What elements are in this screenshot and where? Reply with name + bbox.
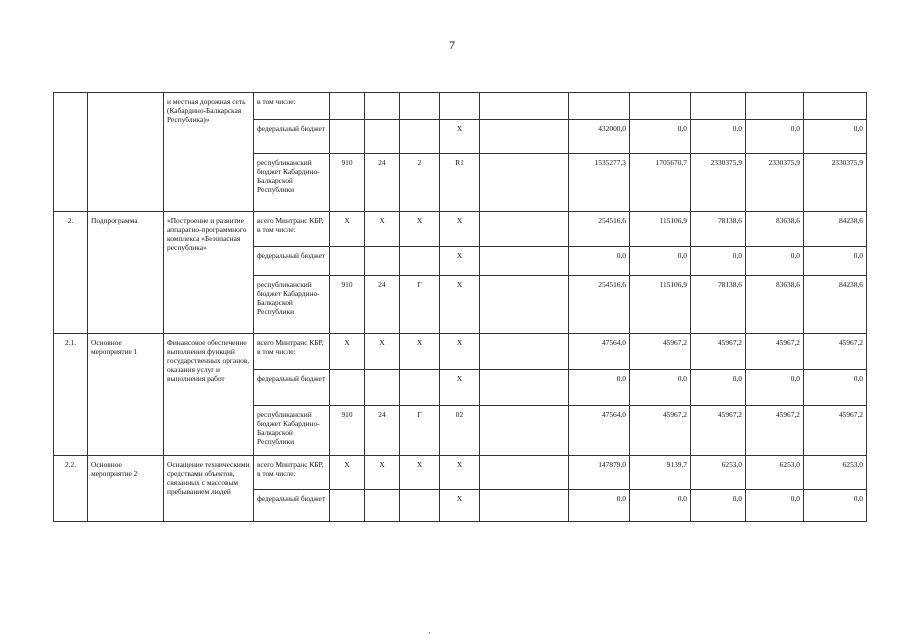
funding-source-cell: всего Минтранс КБР, в том числе:: [254, 334, 330, 370]
grbs-code-cell: [330, 247, 365, 276]
value-cell-4: 0,0: [746, 490, 804, 522]
funding-source-cell: республиканский бюджет Кабардино-Балкарской Республики: [254, 276, 330, 334]
funding-source-cell: республиканский бюджет Кабардино-Балкарской Республики: [254, 154, 330, 212]
subprogram-code-cell: [400, 247, 440, 276]
expense-type-cell: [480, 370, 569, 406]
value-cell-3: 0,0: [691, 490, 746, 522]
level-cell: Основное мероприятие 1: [88, 334, 164, 456]
value-cell-1: 254516,6: [569, 212, 630, 247]
section-code-cell: 24: [365, 154, 400, 212]
target-code-cell: [440, 93, 480, 120]
value-cell-4: 2330375,9: [746, 154, 804, 212]
value-cell-4: 6253,0: [746, 456, 804, 490]
expense-type-cell: [480, 490, 569, 522]
funding-source-cell: федеральный бюджет: [254, 120, 330, 154]
subprogram-code-cell: [400, 120, 440, 154]
target-code-cell: Х: [440, 247, 480, 276]
grbs-code-cell: [330, 120, 365, 154]
page-number: 7: [449, 38, 455, 52]
value-cell-1: 47564,0: [569, 334, 630, 370]
table-row: [54, 212, 867, 247]
funding-source-cell: федеральный бюджет: [254, 247, 330, 276]
value-cell-3: 78138,6: [691, 276, 746, 334]
value-cell-3: 45967,2: [691, 406, 746, 456]
program-name-cell: «Построение и развитие аппаратно-программного комплекса «Безопасная республика»: [164, 212, 254, 334]
value-cell-3: 2330375,9: [691, 154, 746, 212]
expense-type-cell: [480, 247, 569, 276]
value-cell-1: 254516,6: [569, 276, 630, 334]
level-cell: [88, 93, 164, 212]
program-name-cell: Оснащение техническими средствами объектов, связанных с массовым пребыванием людей: [164, 456, 254, 522]
program-name-cell: Финансовое обеспечение выполнения функций государственных органов, оказания услуг и выполнения работ: [164, 334, 254, 456]
subprogram-code-cell: Х: [400, 334, 440, 370]
section-code-cell: [365, 247, 400, 276]
table-row: [54, 93, 867, 120]
value-cell-2: 0,0: [630, 247, 691, 276]
value-cell-2: [630, 93, 691, 120]
grbs-code-cell: 910: [330, 406, 365, 456]
subprogram-code-cell: Г: [400, 406, 440, 456]
expense-type-cell: [480, 154, 569, 212]
funding-source-cell: республиканский бюджет Кабардино-Балкарской Республики: [254, 406, 330, 456]
subprogram-code-cell: [400, 490, 440, 522]
subprogram-code-cell: [400, 93, 440, 120]
expense-type-cell: [480, 276, 569, 334]
section-code-cell: [365, 370, 400, 406]
value-cell-1: 432000,0: [569, 120, 630, 154]
value-cell-3: 0,0: [691, 120, 746, 154]
target-code-cell: Х: [440, 334, 480, 370]
table-row: [54, 456, 867, 490]
value-cell-2: 0,0: [630, 490, 691, 522]
funding-source-cell: федеральный бюджет: [254, 370, 330, 406]
value-cell-5: 0,0: [804, 247, 867, 276]
value-cell-4: 0,0: [746, 370, 804, 406]
section-code-cell: [365, 120, 400, 154]
value-cell-3: [691, 93, 746, 120]
value-cell-1: [569, 93, 630, 120]
value-cell-2: 9139,7: [630, 456, 691, 490]
value-cell-5: [804, 93, 867, 120]
subprogram-code-cell: [400, 370, 440, 406]
value-cell-5: 84238,6: [804, 276, 867, 334]
value-cell-4: 83638,6: [746, 212, 804, 247]
value-cell-5: 45967,2: [804, 334, 867, 370]
grbs-code-cell: 910: [330, 154, 365, 212]
target-code-cell: R1: [440, 154, 480, 212]
target-code-cell: Х: [440, 456, 480, 490]
value-cell-3: 0,0: [691, 247, 746, 276]
value-cell-4: 0,0: [746, 247, 804, 276]
value-cell-2: 45967,2: [630, 334, 691, 370]
value-cell-1: 47564,0: [569, 406, 630, 456]
value-cell-3: 0,0: [691, 370, 746, 406]
value-cell-1: 0,0: [569, 247, 630, 276]
grbs-code-cell: Х: [330, 456, 365, 490]
value-cell-5: 6253,0: [804, 456, 867, 490]
value-cell-1: 147879,0: [569, 456, 630, 490]
funding-source-cell: федеральный бюджет: [254, 490, 330, 522]
value-cell-1: 0,0: [569, 370, 630, 406]
program-name-cell: и местная дорожная сеть (Кабардино-Балкарская Республика)»: [164, 93, 254, 212]
section-code-cell: Х: [365, 334, 400, 370]
subprogram-code-cell: Х: [400, 456, 440, 490]
funding-source-cell: всего Минтранс КБР, в том числе:: [254, 456, 330, 490]
section-code-cell: Х: [365, 456, 400, 490]
section-code-cell: Х: [365, 212, 400, 247]
funding-source-cell: в том числе:: [254, 93, 330, 120]
target-code-cell: Х: [440, 120, 480, 154]
value-cell-2: 0,0: [630, 370, 691, 406]
expense-type-cell: [480, 334, 569, 370]
table-body: [54, 93, 867, 522]
table-row: [54, 334, 867, 370]
grbs-code-cell: 910: [330, 276, 365, 334]
target-code-cell: Х: [440, 212, 480, 247]
target-code-cell: Х: [440, 370, 480, 406]
grbs-code-cell: Х: [330, 212, 365, 247]
row-number-cell: 2.1.: [54, 334, 88, 456]
value-cell-2: 1705670,7: [630, 154, 691, 212]
section-code-cell: 24: [365, 276, 400, 334]
grbs-code-cell: [330, 370, 365, 406]
expense-type-cell: [480, 212, 569, 247]
expense-type-cell: [480, 456, 569, 490]
expense-type-cell: [480, 406, 569, 456]
target-code-cell: Х: [440, 276, 480, 334]
section-code-cell: 24: [365, 406, 400, 456]
grbs-code-cell: Х: [330, 334, 365, 370]
budget-table: [53, 92, 867, 522]
expense-type-cell: [480, 120, 569, 154]
value-cell-4: [746, 93, 804, 120]
grbs-code-cell: [330, 93, 365, 120]
value-cell-2: 115106,9: [630, 212, 691, 247]
grbs-code-cell: [330, 490, 365, 522]
funding-source-cell: всего Минтранс КБР, в том числе:: [254, 212, 330, 247]
subprogram-code-cell: 2: [400, 154, 440, 212]
value-cell-5: 0,0: [804, 370, 867, 406]
level-cell: Подпрограмма: [88, 212, 164, 334]
value-cell-5: 84238,6: [804, 212, 867, 247]
value-cell-1: 0,0: [569, 490, 630, 522]
value-cell-5: 2330375,9: [804, 154, 867, 212]
value-cell-4: 0,0: [746, 120, 804, 154]
value-cell-5: 0,0: [804, 120, 867, 154]
value-cell-1: 1535277,3: [569, 154, 630, 212]
value-cell-4: 45967,2: [746, 406, 804, 456]
value-cell-3: 6253,0: [691, 456, 746, 490]
target-code-cell: 02: [440, 406, 480, 456]
row-number-cell: 2.: [54, 212, 88, 334]
row-number-cell: [54, 93, 88, 212]
value-cell-5: 0,0: [804, 490, 867, 522]
expense-type-cell: [480, 93, 569, 120]
value-cell-3: 78138,6: [691, 212, 746, 247]
level-cell: Основное мероприятие 2: [88, 456, 164, 522]
row-number-cell: 2.2.: [54, 456, 88, 522]
value-cell-2: 0,0: [630, 120, 691, 154]
value-cell-3: 45967,2: [691, 334, 746, 370]
subprogram-code-cell: Х: [400, 212, 440, 247]
subprogram-code-cell: Г: [400, 276, 440, 334]
value-cell-5: 45967,2: [804, 406, 867, 456]
bottom-mark: ·: [428, 628, 431, 638]
section-code-cell: [365, 93, 400, 120]
section-code-cell: [365, 490, 400, 522]
value-cell-4: 83638,6: [746, 276, 804, 334]
value-cell-4: 45967,2: [746, 334, 804, 370]
value-cell-2: 45967,2: [630, 406, 691, 456]
value-cell-2: 115106,9: [630, 276, 691, 334]
target-code-cell: Х: [440, 490, 480, 522]
